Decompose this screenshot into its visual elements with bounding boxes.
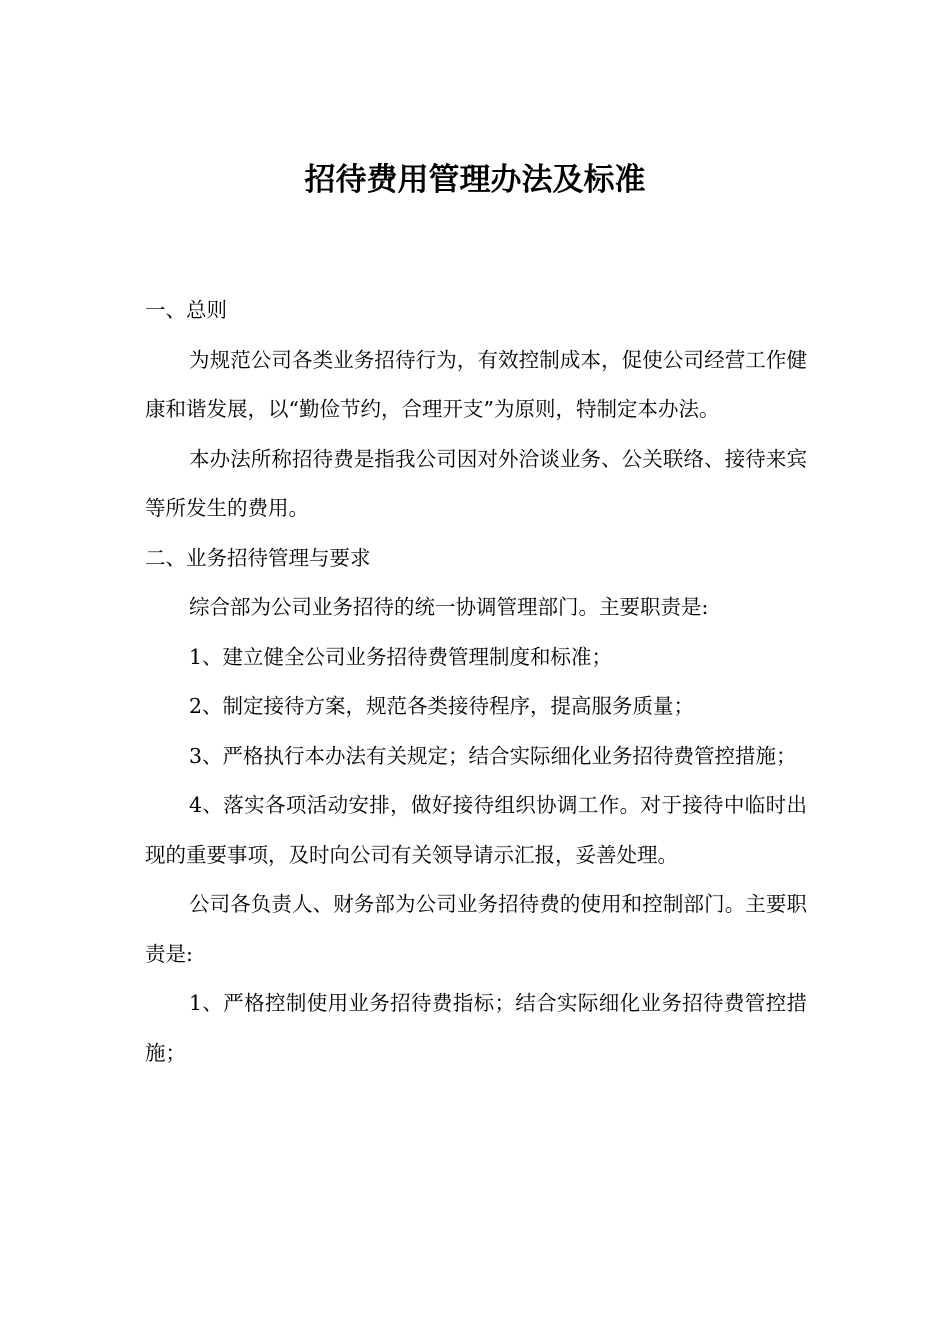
list-item: 1、建立健全公司业务招待费管理制度和标准；: [189, 644, 613, 669]
list-item: 3、严格执行本办法有关规定；结合实际细化业务招待费管控措施；: [189, 743, 797, 768]
paragraph: 本办法所称招待费是指我公司因对外洽谈业务、公关联络、接待来宾等所发生的费用。: [145, 446, 807, 520]
list-item: 1、严格控制使用业务招待费指标；结合实际细化业务招待费管控措施；: [145, 991, 807, 1065]
paragraph: 综合部为公司业务招待的统一协调管理部门。主要职责是:: [189, 595, 709, 619]
document-body: [145, 286, 807, 1078]
paragraph: 为规范公司各类业务招待行为，有效控制成本，促使公司经营工作健康和谐发展，以“勤俭节约，合理开支”为原则，特制定本办法。: [145, 347, 807, 421]
document-title: 招待费用管理办法及标准: [304, 162, 646, 198]
section-heading-management: 二、业务招待管理与要求: [145, 545, 371, 570]
list-item: 4、落实各项活动安排，做好接待组织协调工作。对于接待中临时出现的重要事项，及时向公司有关领导请示汇报，妥善处理。: [145, 793, 807, 867]
paragraph: 公司各负责人、财务部为公司业务招待费的使用和控制部门。主要职责是:: [145, 892, 807, 966]
list-item: 2、制定接待方案，规范各类接待程序，提高服务质量；: [189, 694, 695, 718]
section-heading-general: 一、总则: [145, 298, 227, 322]
